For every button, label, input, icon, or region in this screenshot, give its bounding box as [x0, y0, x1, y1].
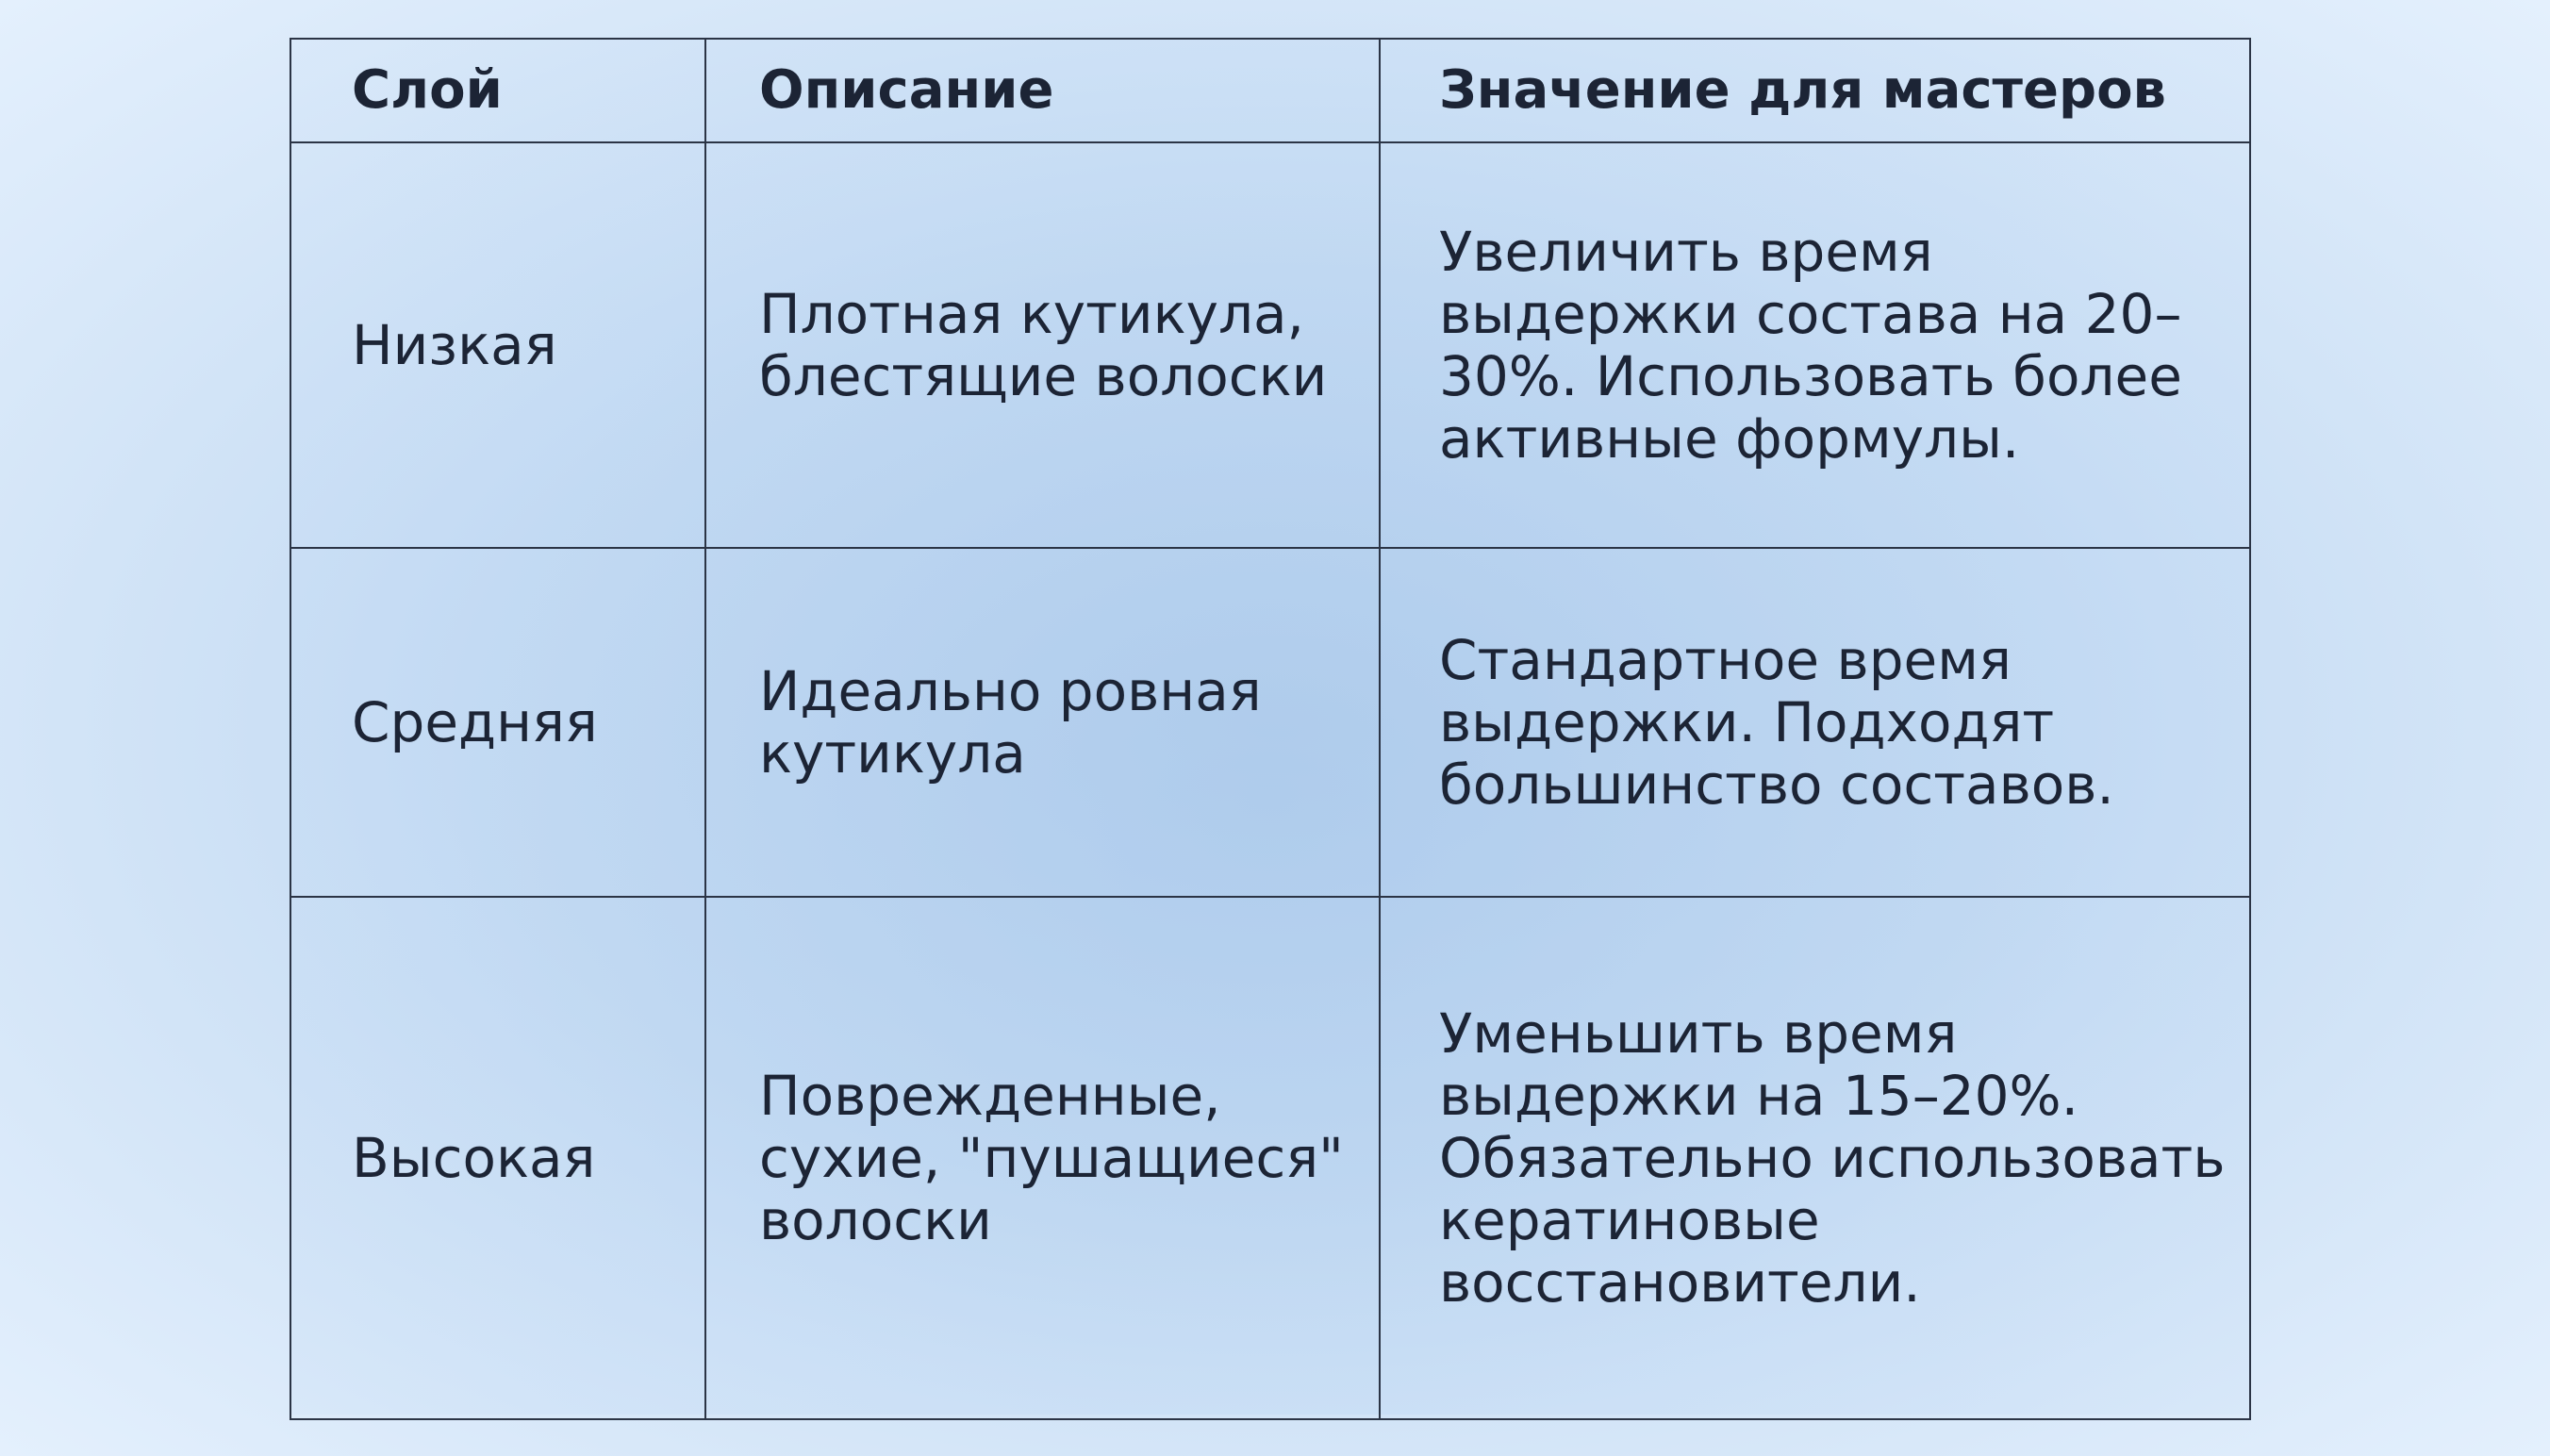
porosity-table — [290, 38, 2251, 1420]
column-header-description: Описание — [705, 39, 1380, 142]
cell-layer: Средняя — [290, 548, 705, 897]
column-header-meaning: Значение для мастеров — [1380, 39, 2250, 142]
table-row — [290, 142, 2250, 548]
column-header-layer: Слой — [290, 39, 705, 142]
porosity-table-card — [290, 38, 2249, 1415]
cell-meaning: Уменьшить время выдержки на 15–20%. Обязательно использовать кератиновые восстановители. — [1380, 897, 2250, 1419]
table-row — [290, 548, 2250, 897]
table-header-row — [290, 39, 2250, 142]
cell-description: Плотная кутикула, блестящие волоски — [705, 142, 1380, 548]
cell-description: Идеально ровная кутикула — [705, 548, 1380, 897]
table-row — [290, 897, 2250, 1419]
cell-layer: Высокая — [290, 897, 705, 1419]
cell-description: Поврежденные, сухие, "пушащиеся" волоски — [705, 897, 1380, 1419]
cell-meaning: Стандартное время выдержки. Подходят большинство составов. — [1380, 548, 2250, 897]
cell-meaning: Увеличить время выдержки состава на 20–30%. Использовать более активные формулы. — [1380, 142, 2250, 548]
cell-layer: Низкая — [290, 142, 705, 548]
